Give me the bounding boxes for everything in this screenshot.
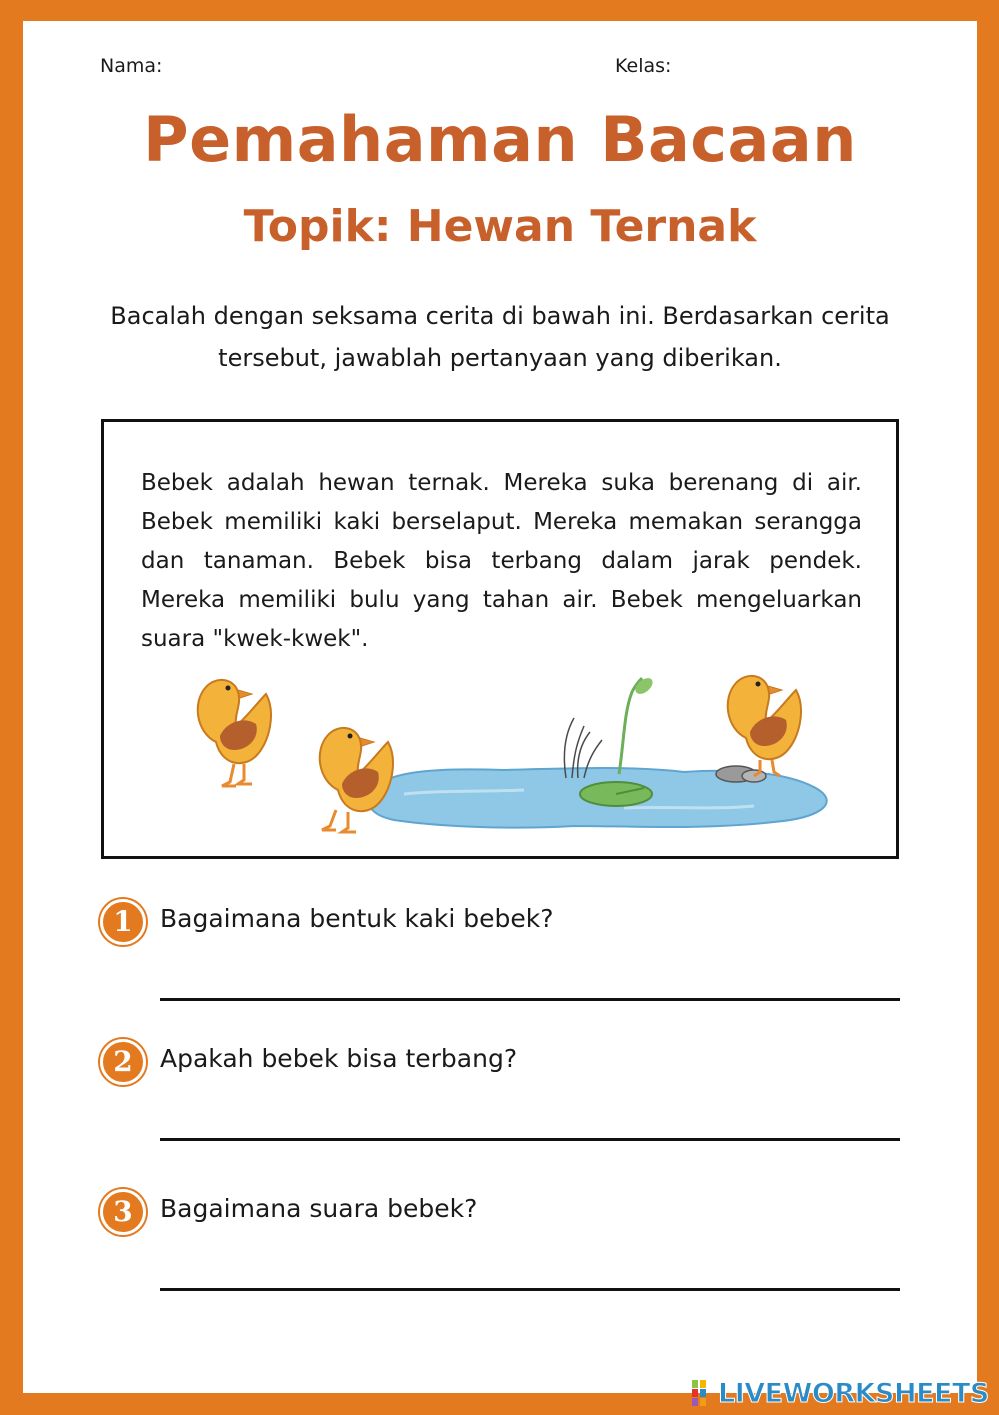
question-1: [100, 897, 900, 1017]
liveworksheets-logo-icon: [692, 1380, 714, 1406]
page-subtitle: Topik: Hewan Ternak: [243, 201, 757, 252]
cattail-icon: [619, 675, 656, 774]
question-number-badge: 1: [100, 899, 146, 945]
instructions: Bacalah dengan seksama cerita di bawah ini. Berdasarkan cerita tersebut, jawablah pertanyaan yang diberikan.: [110, 302, 890, 372]
question-2: [100, 1037, 900, 1157]
watermark-text: LIVEWORKSHEETS: [718, 1378, 989, 1409]
class-label: Kelas:: [615, 55, 672, 77]
ducks-pond-illustration: [104, 422, 896, 856]
duck-icon: [198, 680, 271, 786]
question-text: Bagaimana bentuk kaki bebek?: [160, 904, 554, 933]
duck-icon: [728, 676, 801, 776]
page-title: Pemahaman Bacaan: [143, 103, 857, 176]
worksheet-page: [23, 21, 977, 1393]
question-3: [100, 1187, 900, 1307]
answer-line[interactable]: [160, 1138, 900, 1141]
question-number-badge: 2: [100, 1039, 146, 1085]
liveworksheets-watermark: [692, 1378, 992, 1410]
lily-pad-icon: [580, 782, 652, 806]
story-text: Bebek adalah hewan ternak. Mereka suka berenang di air. Bebek memiliki kaki berselaput. Mereka memakan serangga dan tanaman. Bebek bisa terbang dalam jarak pendek. Mereka memiliki bulu yang tahan air. Bebek mengeluarkan suara "kwek-kwek".: [141, 470, 862, 652]
story-box: [101, 419, 899, 859]
question-text: Bagaimana suara bebek?: [160, 1194, 478, 1223]
answer-line[interactable]: [160, 1288, 900, 1291]
name-label: Nama:: [100, 55, 163, 77]
answer-line[interactable]: [160, 998, 900, 1001]
question-text: Apakah bebek bisa terbang?: [160, 1044, 518, 1073]
question-number-badge: 3: [100, 1189, 146, 1235]
